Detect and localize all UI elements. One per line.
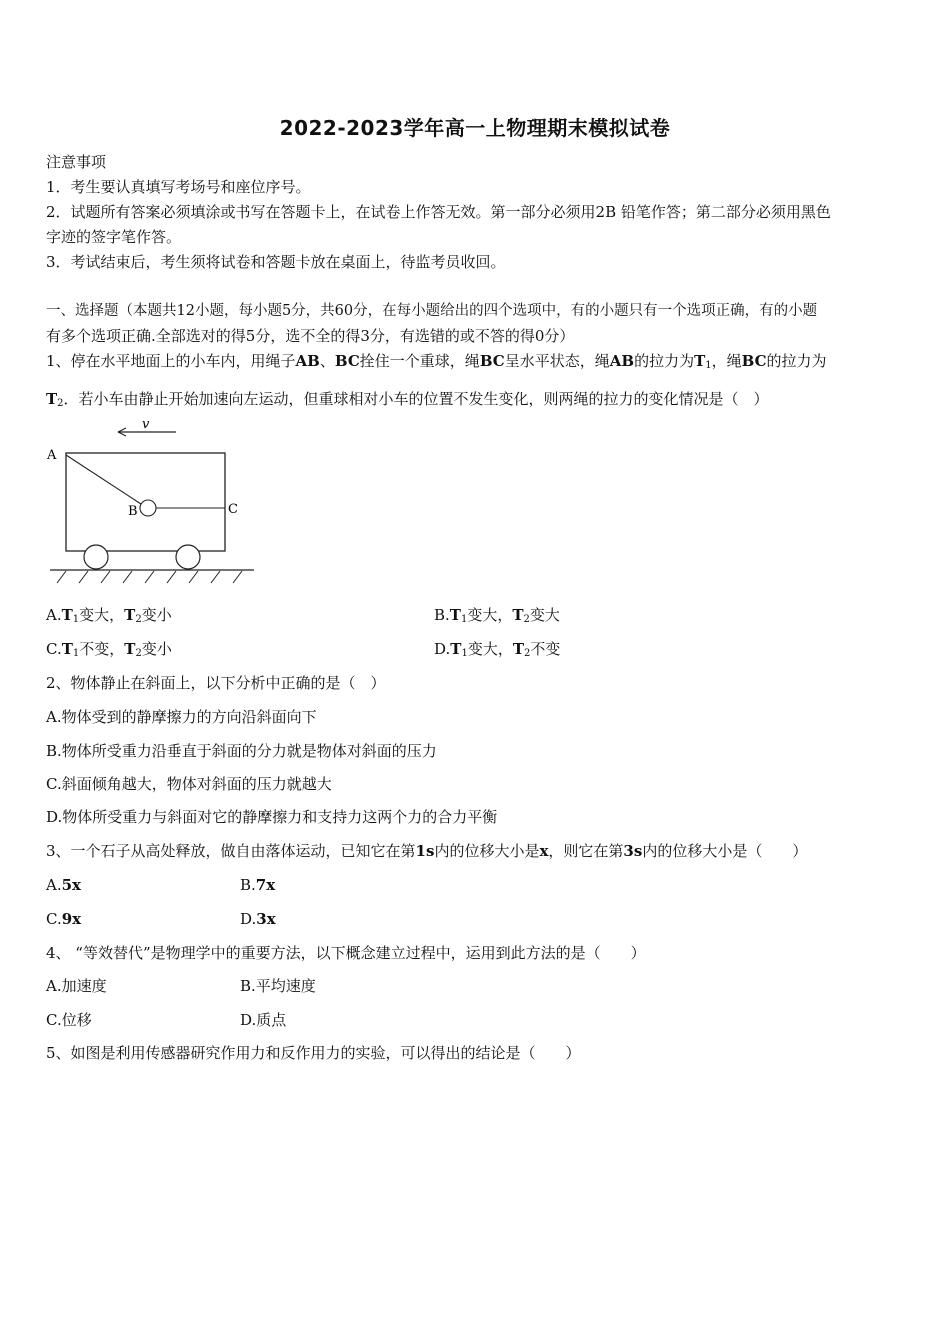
q3-option-d[interactable] [240,910,276,928]
q3-text: ，则它在第 [548,842,624,860]
q3-option-c[interactable] [46,910,81,928]
q5-stem: 5、如图是利用传感器研究作用力和反作用力的实验，可以得出的结论是（ ） [46,1044,581,1062]
option-text: 2 [135,648,142,659]
cart-diagram [44,418,264,592]
q1-text: BC [741,352,767,370]
page-title: 2022-2023学年高一上物理期末模拟试卷 [279,116,671,140]
option-text: 变小 [141,606,172,624]
cart-figure-svg [44,418,264,588]
wheel-left [84,545,108,569]
notice-item-2-cont: 字迹的签字笔作答。 [46,228,182,246]
q4-option-b[interactable]: B.平均速度 [240,977,316,995]
q1-stem-line2 [46,390,908,408]
velocity-label: v [142,418,150,432]
option-letter: C. [46,640,62,658]
q1-text: BC [334,352,360,370]
option-text: T [450,640,462,658]
option-letter: A. [46,876,62,894]
option-text: 变小 [141,640,172,658]
q4-option-a[interactable]: A.加速度 [46,977,107,995]
q2-option-d[interactable]: D.物体所受重力与斜面对它的静摩擦力和支持力这两个力的合力平衡 [46,808,498,826]
option-text: 7x [255,876,276,894]
option-text: T [124,640,136,658]
option-text: 2 [523,614,530,625]
q3-option-a[interactable] [46,876,81,894]
q3-text: 1s [415,842,435,860]
option-text: 3x [256,910,276,928]
option-text: 不变 [530,640,561,658]
option-text: T [124,606,136,624]
option-text: 1 [460,614,468,625]
option-text: T [512,640,524,658]
q1-text: AB [295,352,320,370]
q1-text: 1、停在水平地面上的小车内，用绳子 [46,352,296,370]
rope-ab [66,455,141,504]
option-letter: A. [46,606,62,624]
q1-text: T [46,390,58,408]
notice-item-2: 2．试题所有答案必须填涂或书写在答题卡上，在试卷上作答无效。第一部分必须用2B 铅笔作答；第二部分必须用黑色 [46,203,831,221]
q1-text: 的拉力为 [634,352,695,370]
option-text: 变大， [467,640,513,658]
q3-text: 内的位移大小是（ ） [642,842,808,860]
option-text: 1 [72,614,80,625]
option-text: 2 [135,614,142,625]
q2-option-a[interactable]: A.物体受到的静摩擦力的方向沿斜面向下 [46,708,317,726]
q1-text: 呈水平状态，绳 [504,352,610,370]
q4-option-c[interactable]: C.位移 [46,1011,92,1029]
q4-option-d[interactable]: D.质点 [240,1011,287,1029]
option-text: 变大， [467,606,513,624]
ball [140,500,156,516]
q1-text: 2 [57,398,64,409]
q2-option-c[interactable]: C.斜面倾角越大，物体对斜面的压力就越大 [46,775,332,793]
option-text: T [61,640,73,658]
notice-item-3: 3．考试结束后，考生须将试卷和答题卡放在桌面上，待监考员收回。 [46,253,506,271]
q1-text: AB [609,352,635,370]
q4-stem: 4、 “等效替代”是物理学中的重要方法，以下概念建立过程中，运用到此方法的是（ ） [46,944,646,962]
option-text: T [512,606,524,624]
option-letter: D. [434,640,451,658]
q1-text: 的拉力为 [766,352,827,370]
option-letter: D. [240,910,257,928]
point-a-label: A [47,448,57,463]
q2-option-b[interactable]: B.物体所受重力沿垂直于斜面的分力就是物体对斜面的压力 [46,742,437,760]
option-text: T [449,606,461,624]
q1-text: BC [479,352,505,370]
option-text: 1 [461,648,468,659]
q1-option-b[interactable] [434,606,560,624]
q1-text: 、 [319,352,335,370]
q1-option-d[interactable] [434,640,560,658]
q1-text: ，绳 [711,352,742,370]
option-letter: C. [46,910,62,928]
notice-item-1: 1．考生要认真填写考场号和座位序号。 [46,178,311,196]
section-heading-line1: 一、选择题（本题共12小题，每小题5分，共60分，在每小题给出的四个选项中，有的小题只有一个选项正确，有的小题 [46,303,818,319]
q3-text: 内的位移大小是 [434,842,540,860]
option-letter: B. [434,606,450,624]
option-text: T [61,606,73,624]
q3-text: x [539,842,549,860]
q3-text: 3、一个石子从高处释放，做自由落体运动，已知它在第 [46,842,416,860]
option-text: 9x [61,910,82,928]
q1-text: T [694,352,706,370]
option-text: 变大， [79,606,125,624]
point-c-label: C [228,502,238,517]
option-text: 不变， [79,640,125,658]
option-letter: B. [240,876,256,894]
option-text: 变大 [529,606,560,624]
q1-option-c[interactable] [46,640,172,658]
ground-hatching [57,571,242,583]
q3-stem [46,842,908,860]
option-text: 2 [524,648,531,659]
section-heading-line2: 有多个选项正确.全部选对的得5分，选不全的得3分，有选错的或不答的得0分） [46,327,575,345]
q1-stem-line1 [46,352,908,370]
q1-text: 1 [705,360,712,371]
q1-text: ．若小车由静止开始加速向左运动，但重球相对小车的位置不发生变化，则两绳的拉力的变化情况是（ ） [63,390,769,408]
option-text: 5x [61,876,81,894]
wheel-right [176,545,200,569]
notice-heading: 注意事项 [46,153,107,171]
q3-option-b[interactable] [240,876,275,894]
option-text: 1 [72,648,80,659]
q3-text: 3s [623,842,643,860]
q2-stem: 2、物体静止在斜面上，以下分析中正确的是（ ） [46,674,386,692]
q1-option-a[interactable] [46,606,172,624]
point-b-label: B [128,504,138,519]
q1-text: 拴住一个重球，绳 [359,352,480,370]
